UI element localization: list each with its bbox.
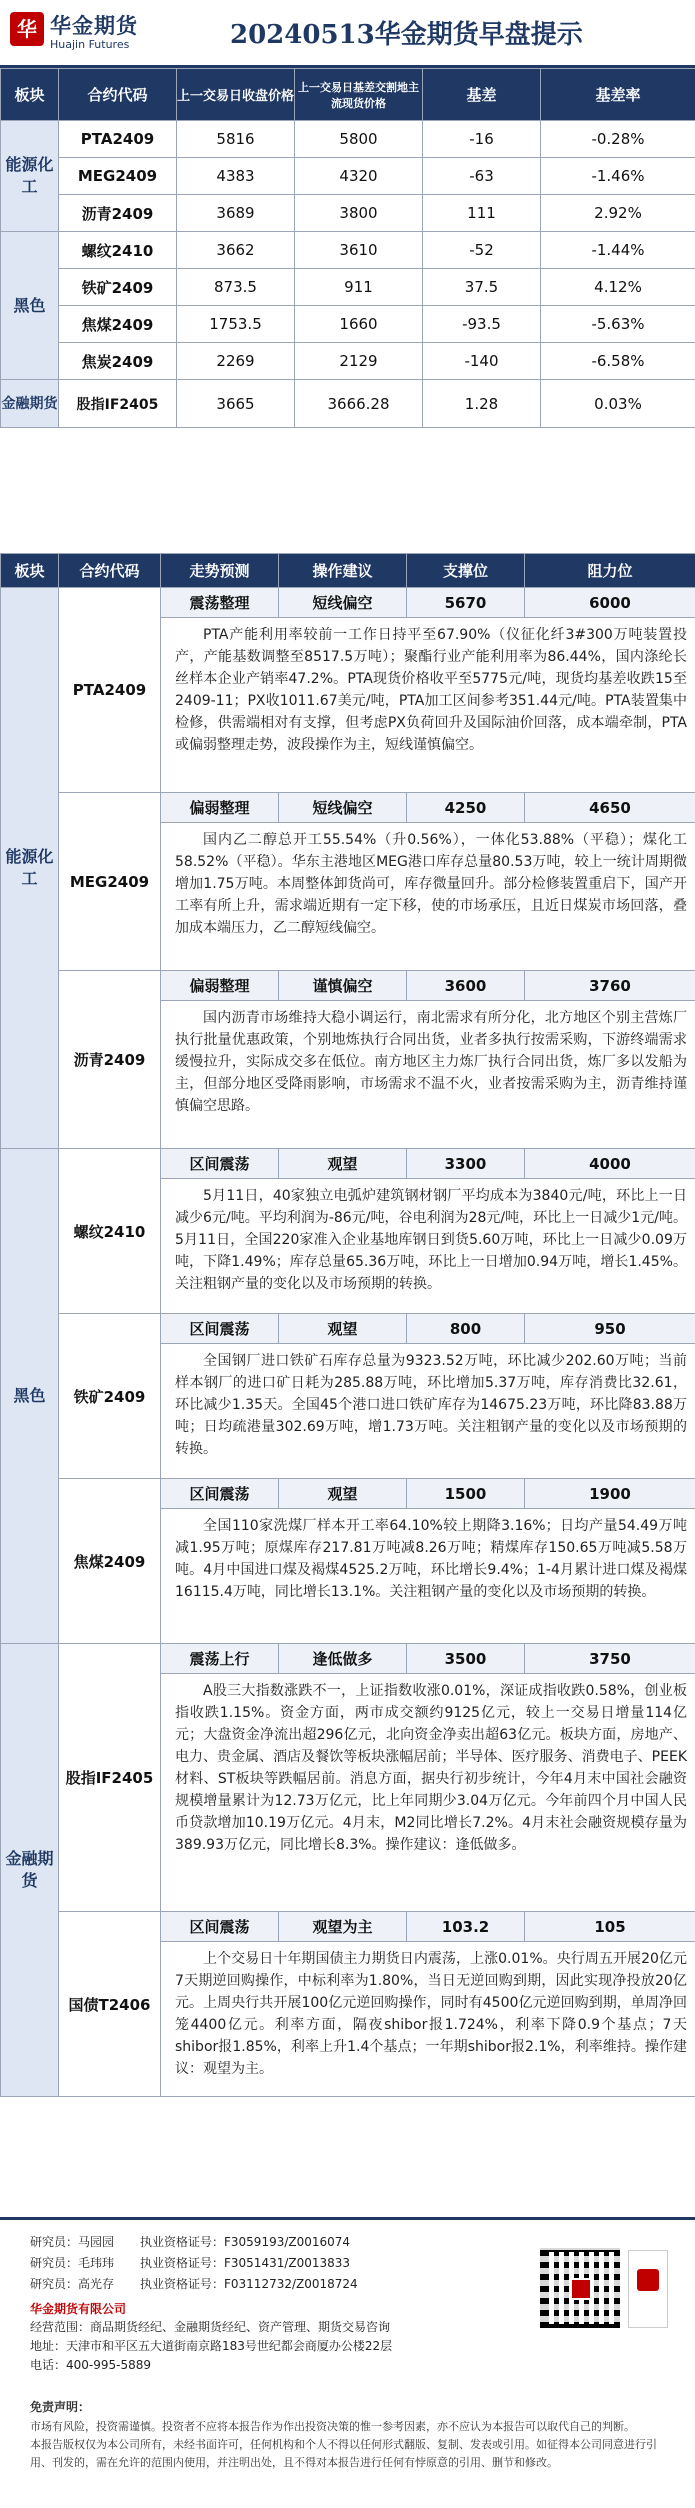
brand-badge-icon — [628, 2250, 668, 2328]
spot-price: 2129 — [295, 343, 423, 380]
table-row — [1, 1314, 695, 1479]
advice-label: 观望 — [279, 1479, 407, 1508]
company-logo — [10, 10, 165, 58]
sector-ferrous: 黑色 — [1, 232, 59, 380]
support-level: 3500 — [407, 1644, 525, 1673]
col-close: 上一交易日收盘价格 — [177, 69, 295, 121]
trend-label: 偏弱整理 — [161, 793, 279, 822]
advice-label: 谨慎偏空 — [279, 971, 407, 1000]
table-row — [1, 195, 695, 232]
spot-price: 3610 — [295, 232, 423, 269]
analyst-row: 研究员：马园园 执业资格证号：F3059193/Z0016074 — [30, 2235, 351, 2249]
analysis-cell — [161, 1314, 695, 1479]
support-level: 4250 — [407, 793, 525, 822]
trend-label: 区间震荡 — [161, 1314, 279, 1343]
analyst-row: 研究员：高光存 执业资格证号：F03112732/Z0018724 — [30, 2277, 358, 2291]
col-resistance: 阻力位 — [525, 554, 695, 588]
col-spot: 上一交易日基差交割地主流现货价格 — [295, 69, 423, 121]
close-price: 1753.5 — [177, 306, 295, 343]
col-trend: 走势预测 — [161, 554, 279, 588]
spot-price: 3666.28 — [295, 380, 423, 428]
advice-label: 观望 — [279, 1149, 407, 1178]
close-price: 5816 — [177, 121, 295, 158]
analysis-text: 5月11日，40家独立电弧炉建筑钢材钢厂平均成本为3840元/吨，环比上一日减少6元/吨。平均利润为-86元/吨，谷电利润为28元/吨，环比上一日减少1元/吨。5月11日，全国220家准入企业基地库钢日到货5.60万吨，环比上一日减少0.09万吨，下降1.49%；库存总量65.36万吨，环比上一日增加0.94万吨，增长1.45%。关注粗钢产量的变化以及市场预期的转换。 — [175, 1188, 687, 1292]
basis-rate: 4.12% — [541, 269, 695, 306]
company-info — [30, 2318, 510, 2375]
support-level: 3300 — [407, 1149, 525, 1178]
support-level: 5670 — [407, 588, 525, 617]
company-phone: 电话：400-995-5889 — [30, 2358, 152, 2372]
spot-price: 1660 — [295, 306, 423, 343]
contract-code: 焦炭2409 — [59, 343, 177, 380]
contract-code: 铁矿2409 — [59, 1314, 161, 1479]
contract-code: 国债T2406 — [59, 1912, 161, 2097]
disclaimer-title: 免责声明： — [30, 2400, 91, 2414]
basis-value: -63 — [423, 158, 541, 195]
trend-label: 区间震荡 — [161, 1149, 279, 1178]
table-row — [1, 1912, 695, 2097]
report-title: 20240513华金期货早盘提示 — [230, 20, 583, 50]
report-footer — [0, 2217, 695, 2508]
basis-rate: -6.58% — [541, 343, 695, 380]
outlook-table — [0, 553, 695, 2097]
analysis-text: 全国110家洗煤厂样本开工率64.10%较上期降3.16%；日均产量54.49万吨减1.95万吨；原煤库存217.81万吨减8.26万吨；精煤库存150.65万吨减5.58万吨。4月中国进口煤及褐煤4525.2万吨，环比增长9.4%；1-4月累计进口煤及褐煤16115.4万吨，同比增长13.1%。关注粗钢产量的变化以及市场预期的转换。 — [175, 1518, 687, 1600]
trend-label: 区间震荡 — [161, 1912, 279, 1941]
basis-rate: -5.63% — [541, 306, 695, 343]
basis-value: 111 — [423, 195, 541, 232]
advice-label: 观望 — [279, 1314, 407, 1343]
table-row — [1, 158, 695, 195]
basis-rate: 2.92% — [541, 195, 695, 232]
sector-ferrous: 黑色 — [1, 1149, 59, 1644]
table-row — [1, 232, 695, 269]
report-header — [0, 0, 695, 68]
spot-price: 5800 — [295, 121, 423, 158]
contract-code: 铁矿2409 — [59, 269, 177, 306]
basis-rate: -1.46% — [541, 158, 695, 195]
analysis-text: 上个交易日十年期国债主力期货日内震荡，上涨0.01%。央行周五开展20亿元7天期逆回购操作，中标利率为1.80%，当日无逆回购到期，因此实现净投放20亿元。上周央行共开展100亿元逆回购操作，同时有4500亿元逆回购到期，单周净回笼4400亿元。利率方面，隔夜shibor报1.724%，利率下降0.9个基点；7天shibor报1.85%，利率上升1.4个基点；一年期shibor报2.1%，利率维持。操作建议：观望为主。 — [175, 1951, 687, 2077]
trend-label: 震荡上行 — [161, 1644, 279, 1673]
analysis-cell — [161, 793, 695, 971]
table-row — [1, 343, 695, 380]
contract-code: 焦煤2409 — [59, 306, 177, 343]
resistance-level: 1900 — [589, 1484, 631, 1503]
table-row — [1, 380, 695, 428]
table-row — [1, 306, 695, 343]
logo-chinese-name: 华金期货 — [50, 14, 138, 38]
basis-table-header — [1, 69, 695, 121]
analysis-text: A股三大指数涨跌不一，上证指数收涨0.01%，深证成指收跌0.58%，创业板指收跌1.15%。资金方面，两市成交额约9125亿元，较上一交易日增量114亿元；大盘资金净流出超296亿元，北向资金净卖出超63亿元。板块方面，房地产、电力、贵金属、酒店及餐饮等板块涨幅居前；半导体、医疗服务、消费电子、PEEK材料、ST板块等跌幅居前。消息方面，据央行初步统计，今年4月末中国社会融资规模增量累计为12.73万亿元，比上年同期少3.04万亿元。今年前四个月中国人民币贷款增加10.19万亿元。4月末，M2同比增长7.2%。4月末社会融资规模存量为389.93万亿元，同比增长8.3%。操作建议：逢低做多。 — [175, 1683, 687, 1853]
col-basis-rate: 基差率 — [541, 69, 695, 121]
contract-code: 沥青2409 — [59, 195, 177, 232]
table-row — [1, 121, 695, 158]
table-row — [1, 588, 695, 793]
close-price: 2269 — [177, 343, 295, 380]
contract-code: 焦煤2409 — [59, 1479, 161, 1644]
basis-value: -140 — [423, 343, 541, 380]
resistance-level: 6000 — [589, 593, 631, 612]
contract-code: MEG2409 — [59, 158, 177, 195]
analyst-list — [30, 2232, 358, 2295]
close-price: 3665 — [177, 380, 295, 428]
table-row — [1, 971, 695, 1149]
col-sector: 板块 — [1, 554, 59, 588]
resistance-level: 105 — [594, 1917, 626, 1936]
contract-code: 螺纹2410 — [59, 232, 177, 269]
close-price: 3689 — [177, 195, 295, 232]
sector-energy: 能源化工 — [1, 588, 59, 1149]
company-address: 地址：天津市和平区五大道街南京路183号世纪都会商厦办公楼22层 — [30, 2339, 393, 2353]
advice-label: 逢低做多 — [279, 1644, 407, 1673]
analysis-cell — [161, 1479, 695, 1644]
contract-code: PTA2409 — [59, 121, 177, 158]
close-price: 873.5 — [177, 269, 295, 306]
contract-code: 螺纹2410 — [59, 1149, 161, 1314]
disclaimer-text: 市场有风险，投资需谨慎。投资者不应将本报告作为作出投资决策的惟一参考因素，亦不应认为本报告可以取代自己的判断。 — [30, 2420, 635, 2433]
analyst-row: 研究员：毛玮玮 执业资格证号：F3051431/Z0013833 — [30, 2256, 351, 2270]
contract-code: 股指IF2405 — [59, 380, 177, 428]
trend-label: 偏弱整理 — [161, 971, 279, 1000]
sector-energy: 能源化工 — [1, 121, 59, 232]
trend-label: 区间震荡 — [161, 1479, 279, 1508]
table-row — [1, 1644, 695, 1912]
col-sector: 板块 — [1, 69, 59, 121]
disclaimer-text: 本报告版权仅为本公司所有，未经书面许可，任何机构和个人不得以任何形式翻版、复制、发表或引用。如征得本公司同意进行引用、刊发的，需在允许的范围内使用，并注明出处，且不得对本报告进行任何有悖原意的引用、删节和修改。 — [30, 2438, 657, 2469]
contract-code: 股指IF2405 — [59, 1644, 161, 1912]
contract-code: PTA2409 — [59, 588, 161, 793]
col-basis: 基差 — [423, 69, 541, 121]
analysis-cell — [161, 971, 695, 1149]
basis-rate: -1.44% — [541, 232, 695, 269]
resistance-level: 950 — [594, 1319, 626, 1338]
analysis-text: 全国钢厂进口铁矿石库存总量为9323.52万吨，环比减少202.60万吨；当前样本钢厂的进口矿日耗为285.88万吨，环比增加5.37万吨，库存消费比32.61，环比减少1.35天。全国45个港口进口铁矿库存为14675.23万吨，环比降83.88万吨；日均疏港量302.69万吨，增1.73万吨。关注粗钢产量的变化以及市场预期的转换。 — [175, 1353, 687, 1457]
close-price: 3662 — [177, 232, 295, 269]
qr-center-logo-icon — [570, 2278, 592, 2300]
col-support: 支撑位 — [407, 554, 525, 588]
analysis-text: PTA产能利用率较前一工作日持平至67.90%（仪征化纤3#300万吨装置投产，产能基数调整至8517.5万吨）；聚酯行业产能利用率为86.44%，国内涤纶长丝样本企业产销率47.2%。PTA现货价格收平至5775元/吨，现货均基差收跌15至2409-11；PX收1011.67美元/吨，PTA加工区间参考351.44元/吨。PTA装置集中检修，供需端相对有支撑，但考虑PX负荷回升及国际油价回落，成本端牵制，PTA或偏弱整理走势，波段操作为主，短线谨慎偏空。 — [175, 627, 687, 753]
logo-mark-icon: 华 — [10, 12, 44, 46]
analysis-cell — [161, 1149, 695, 1314]
contract-code: MEG2409 — [59, 793, 161, 971]
basis-value: 1.28 — [423, 380, 541, 428]
advice-label: 短线偏空 — [279, 588, 407, 617]
outlook-table-header — [1, 554, 695, 588]
advice-label: 短线偏空 — [279, 793, 407, 822]
support-level: 800 — [407, 1314, 525, 1343]
table-row — [1, 1149, 695, 1314]
basis-rate: 0.03% — [541, 380, 695, 428]
support-level: 1500 — [407, 1479, 525, 1508]
analysis-cell — [161, 1912, 695, 2097]
basis-rate: -0.28% — [541, 121, 695, 158]
analysis-cell — [161, 1644, 695, 1912]
logo-english-name: Huajin Futures — [50, 38, 130, 51]
basis-table — [0, 68, 695, 428]
resistance-level: 3760 — [589, 976, 631, 995]
col-contract: 合约代码 — [59, 554, 161, 588]
resistance-level: 3750 — [589, 1649, 631, 1668]
basis-value: 37.5 — [423, 269, 541, 306]
trend-label: 震荡整理 — [161, 588, 279, 617]
resistance-level: 4650 — [589, 798, 631, 817]
spot-price: 4320 — [295, 158, 423, 195]
table-row — [1, 1479, 695, 1644]
analysis-text: 国内乙二醇总开工55.54%（升0.56%），一体化53.88%（平稳）；煤化工58.52%（平稳）。华东主港地区MEG港口库存总量80.53万吨，较上一统计周期微增加1.75万吨。本周整体卸货尚可，库存微量回升。部分检修装置重启下，国产开工率有所上升，需求端近期有一定下移，使的市场承压，且近日煤炭市场回落，叠加成本端压力，乙二醇短线偏空。 — [175, 832, 687, 936]
basis-value: -93.5 — [423, 306, 541, 343]
spot-price: 911 — [295, 269, 423, 306]
analysis-text: 国内沥青市场维持大稳小调运行，南北需求有所分化，北方地区个别主营炼厂执行批量优惠政策，个别地炼执行合同出货，业者多执行按需采购，下游终端需求缓慢拉升，实际成交多在低位。南方地区主力炼厂执行合同出货，炼厂多以发船为主，但部分地区受降雨影响，市场需求不温不火，业者按需采购为主，沥青维持谨慎偏空思路。 — [175, 1010, 687, 1114]
spot-price: 3800 — [295, 195, 423, 232]
basis-value: -52 — [423, 232, 541, 269]
basis-value: -16 — [423, 121, 541, 158]
support-level: 103.2 — [407, 1912, 525, 1941]
analysis-cell — [161, 588, 695, 793]
disclaimer — [30, 2398, 670, 2472]
resistance-level: 4000 — [589, 1154, 631, 1173]
col-contract: 合约代码 — [59, 69, 177, 121]
company-name: 华金期货有限公司 — [30, 2302, 127, 2316]
col-advice: 操作建议 — [279, 554, 407, 588]
business-scope: 经营范围：商品期货经纪、金融期货经纪、资产管理、期货交易咨询 — [30, 2320, 391, 2334]
advice-label: 观望为主 — [279, 1912, 407, 1941]
contract-code: 沥青2409 — [59, 971, 161, 1149]
sector-financial: 金融期货 — [1, 1644, 59, 2097]
table-row — [1, 793, 695, 971]
support-level: 3600 — [407, 971, 525, 1000]
close-price: 4383 — [177, 158, 295, 195]
table-row — [1, 269, 695, 306]
sector-financial: 金融期货 — [1, 380, 59, 428]
